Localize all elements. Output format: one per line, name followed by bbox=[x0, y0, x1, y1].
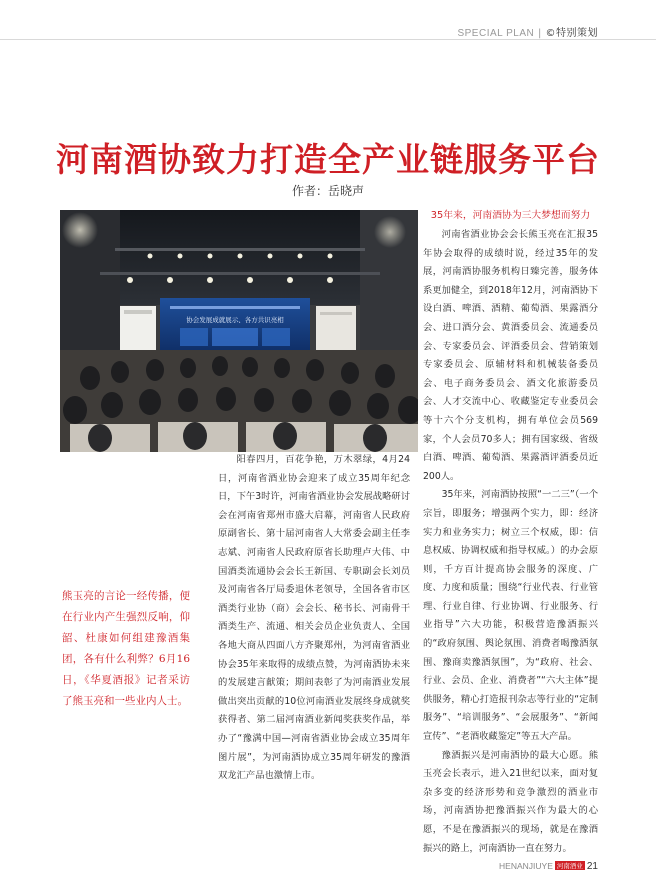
page-footer bbox=[499, 861, 598, 872]
body-paragraph: 豫酒振兴是河南酒协的最大心愿。熊玉亮会长表示，进入21世纪以来，面对复杂多变的经济形势和竞争激烈的酒业市场，河南酒协把豫酒振兴作为最大的心愿，不是在豫酒振兴的现场，就是在豫酒振兴的路上，河南酒协一直在努力。 bbox=[423, 749, 598, 854]
header-rule bbox=[0, 39, 656, 40]
article-column-right bbox=[423, 207, 598, 858]
section-name-cn: ©特别策划 bbox=[545, 28, 598, 39]
section-header bbox=[457, 24, 598, 39]
body-paragraph: 35年来，河南酒协按照“一二三”（一个宗旨，即服务；增强两个实力，即：经济实力和业务实力；树立三个权威，即：信息权威、协调权威和指导权威。）的办会原则，千方百计提高协会服务的深度、广度、力度和质量；围绕“行业代表、行业管理、行业自律、行业协调、行业服务、行业指导”六大功能，积极营造豫酒振兴的“政府氛围、舆论氛围、消费者喝豫酒氛围、豫商卖豫酒氛围”，为“政府、社会、行业、会员、企业、消费者”“六大主体”提供服务，精心打造报刊杂志等行业的“定制服务”、“培训服务”、“会展服务”、“新闻宣传”、“老酒收藏鉴定”等五大产品。 bbox=[423, 489, 598, 743]
screen-caption: 协会发展成就展示、各方共识亮相 bbox=[186, 316, 284, 324]
conference-photo-illustration bbox=[60, 210, 418, 452]
section-separator: | bbox=[537, 28, 542, 39]
article-subheading: 35年来，河南酒协为三大梦想而努力 bbox=[430, 210, 591, 221]
body-paragraph: 河南省酒业协会会长熊玉亮在汇报35年协会取得的成绩时说，经过35年的发展，河南酒协服务机构日臻完善，服务体系更加健全，到2018年12月，河南酒协下设白酒、啤酒、酒精、葡萄酒、果露酒分会、进口酒分会、黄酒委员会、流通委员会、专家委员会、评酒委员会、营销策划专家委员会、原辅材料和机械装备委员会、电子商务委员会、酒文化旅游委员会、人才交流中心、收藏鉴定专业委员会等十六个分支机构，拥有单位会员569家，个人会员70多人；拥有国家级、省级白酒、啤酒、葡萄酒、果露酒评酒委员近200人。 bbox=[423, 229, 598, 482]
page-number: 21 bbox=[586, 861, 598, 872]
conference-photo bbox=[60, 210, 418, 452]
article-column-middle bbox=[218, 451, 410, 786]
magazine-name: HENANJIUYE bbox=[499, 861, 553, 871]
article-author: 作者：岳晓声 bbox=[291, 184, 364, 198]
pull-quote: 熊玉亮的言论一经传播，便在行业内产生强烈反响，仰韶、杜康如何组建豫酒集团，各有什么利弊？6月16日，《华夏酒报》记者采访了熊玉亮和一些业内人士。 bbox=[62, 590, 190, 707]
section-name-en: SPECIAL PLAN bbox=[457, 28, 535, 39]
body-paragraph: 阳春四月，百花争艳，万木翠绿，4月24日，河南省酒业协会迎来了成立35周年纪念日，下午3时许，河南省酒业协会发展战略研讨会在河南省郑州市盛大启幕，河南省人民政府原副省长、第十届河南省人大常委会副主任李志斌、河南省人民政府原省长助理卢大伟、中国酒类流通协会会长王新国、专职副会长刘员及河南省各厅局委退休老领导，全国各省市区酒类行业协（商）会会长、秘书长、河南骨干酒类生产、流通、相关会员企业负责人、全国各地大商从四面八方齐聚郑州，为河南省酒业协会35年来取得的成绩点赞，为河南酒协未来的发展建言献策；期间表彰了为河南酒业发展做出突出贡献的10位河南酒业发展终身成就奖获得者、第二届河南酒业新闻奖获奖作品，举办了“豫满中国—河南省酒业协会成立35周年图片展”，为河南酒协成立35周年研发的豫酒双龙汇产品也激情上市。 bbox=[218, 454, 410, 782]
article-title: 河南酒协致力打造全产业链服务平台 bbox=[56, 140, 600, 179]
magazine-logo: 河南酒业 bbox=[556, 863, 583, 870]
